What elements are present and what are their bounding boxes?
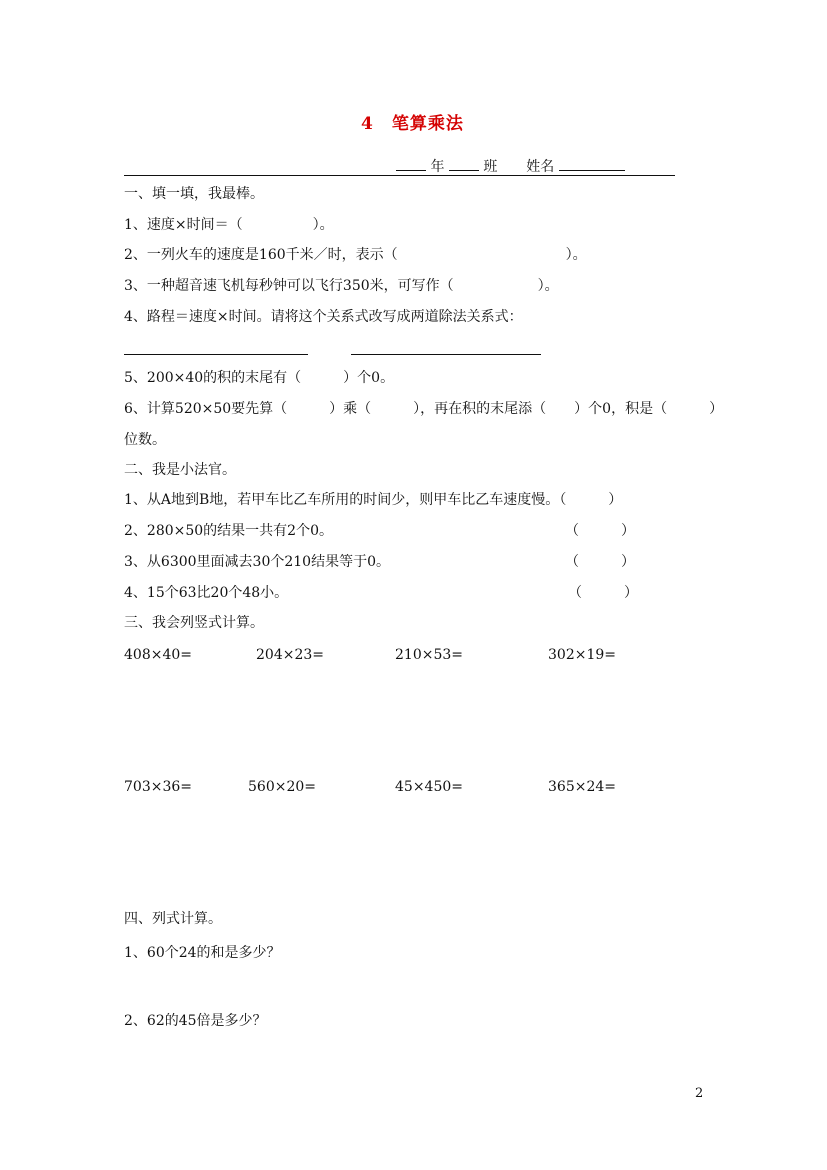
calc-problem: 204×23= bbox=[256, 647, 324, 663]
section1-heading: 一、填一填，我最棒。 bbox=[124, 186, 264, 202]
s4-question-2: 2、62的45倍是多少？ bbox=[124, 1013, 267, 1029]
s1-question-1: 1、速度×时间＝（ ）。 bbox=[124, 217, 334, 233]
student-info bbox=[396, 156, 625, 176]
calc-problem: 45×450= bbox=[395, 779, 463, 795]
answer-line-1[interactable] bbox=[124, 354, 308, 355]
s1-question-2: 2、一列火车的速度是160千米／时，表示（ ）。 bbox=[124, 247, 587, 263]
answer-line-2[interactable] bbox=[351, 354, 541, 355]
judge-item-3: 3、从6300里面减去30个210结果等于0。 bbox=[124, 554, 390, 570]
calc-problem: 302×19= bbox=[548, 647, 616, 663]
s4-question-1: 1、60个24的和是多少？ bbox=[124, 945, 281, 961]
page-number: 2 bbox=[695, 1086, 704, 1101]
judge-item-1 bbox=[124, 491, 622, 509]
section2-heading: 二、我是小法官。 bbox=[124, 462, 236, 478]
header-divider bbox=[124, 175, 675, 176]
calc-problem: 703×36= bbox=[124, 779, 192, 795]
name-blank[interactable] bbox=[559, 156, 625, 171]
judge-item-text: 1、从A地到B地，若甲车比乙车所用的时间少，则甲车比乙车速度慢。 bbox=[124, 492, 560, 508]
judge-answer-blank-3[interactable]: （ ） bbox=[565, 554, 635, 570]
judge-answer-blank-4[interactable]: （ ） bbox=[568, 585, 638, 601]
class-blank[interactable] bbox=[449, 156, 479, 171]
calc-problem: 560×20= bbox=[248, 779, 316, 795]
calc-problem: 408×40= bbox=[124, 647, 192, 663]
s1-question-5: 5、200×40的积的末尾有（ ）个0。 bbox=[124, 370, 395, 386]
judge-item-2: 2、280×50的结果一共有2个0。 bbox=[124, 523, 333, 539]
calc-problem: 210×53= bbox=[395, 647, 463, 663]
grade-label: 年 bbox=[430, 159, 445, 175]
s1-question-6: 6、计算520×50要先算（ ）乘（ ），再在积的末尾添（ ）个0，积是（ ） bbox=[124, 401, 724, 417]
section4-heading: 四、列式计算。 bbox=[124, 911, 222, 927]
section3-heading: 三、我会列竖式计算。 bbox=[124, 615, 264, 631]
page-title: 4 笔算乘法 bbox=[361, 114, 464, 134]
calc-problem: 365×24= bbox=[548, 779, 616, 795]
s1-question-3: 3、一种超音速飞机每秒钟可以飞行350米，可写作（ ）。 bbox=[124, 278, 559, 294]
grade-blank[interactable] bbox=[396, 156, 426, 171]
s1-question-6-cont: 位数。 bbox=[124, 432, 166, 448]
name-label: 姓名 bbox=[526, 159, 555, 175]
judge-item-4: 4、15个63比20个48小。 bbox=[124, 585, 289, 601]
class-label: 班 bbox=[483, 159, 498, 175]
s1-question-4: 4、路程＝速度×时间。请将这个关系式改写成两道除法关系式： bbox=[124, 309, 523, 325]
judge-answer-blank[interactable]: （ ） bbox=[559, 492, 623, 508]
judge-answer-blank-2[interactable]: （ ） bbox=[565, 523, 635, 539]
